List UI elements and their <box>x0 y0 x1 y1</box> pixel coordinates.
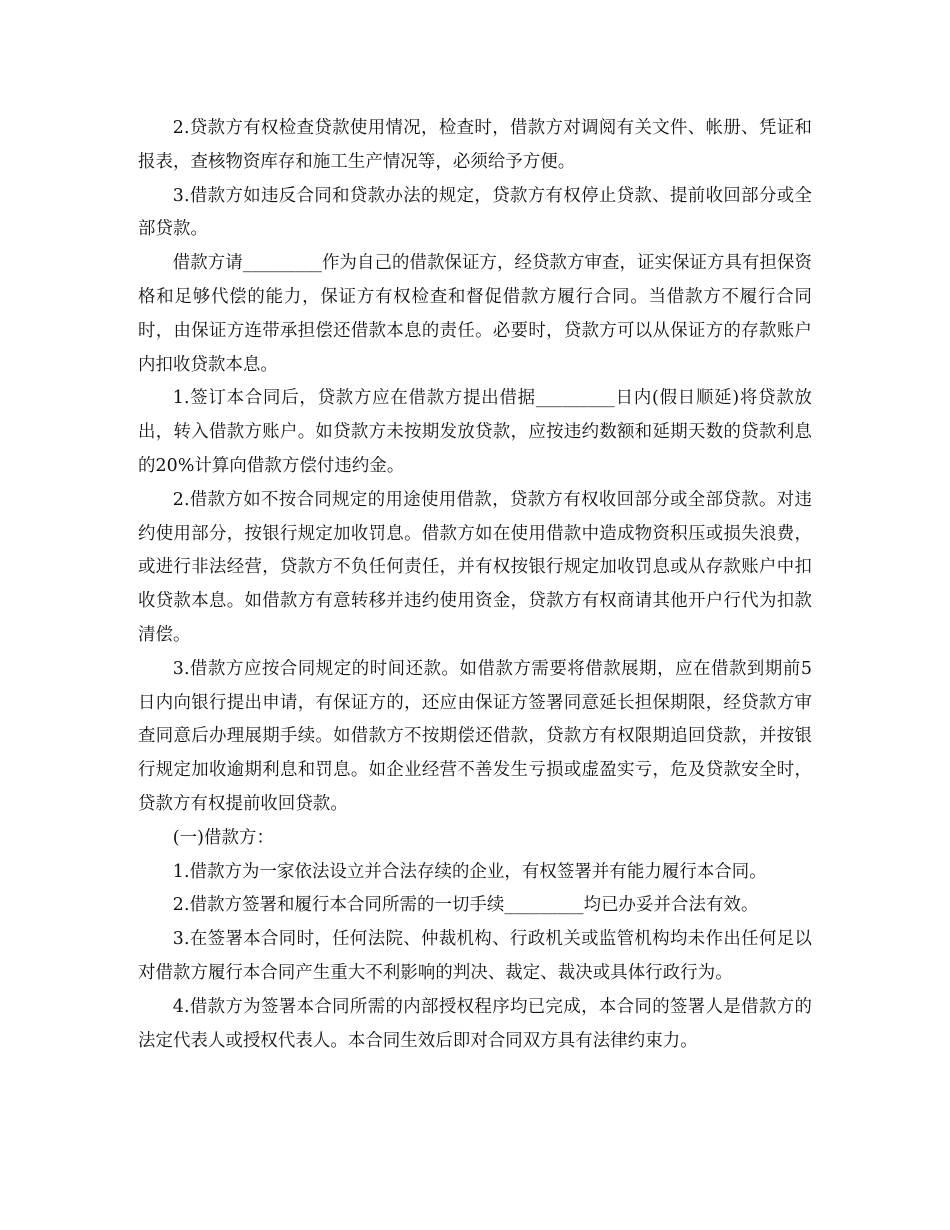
paragraph-internal-authorization: 4.借款方为签署本合同所需的内部授权程序均已完成，本合同的签署人是借款方的法定代表人或授权代表人。本合同生效后即对合同双方具有法律约束力。 <box>138 996 812 1051</box>
paragraph-guarantor: 借款方请_________作为自己的借款保证方，经贷款方审查，证实保证方具有担保资格和足够代偿的能力，保证方有权检查和督促借款方履行合同。当借款方不履行合同时，由保证方连带承担偿还借款本息的责任。必要时，贷款方可以从保证方的存款账户内扣收贷款本息。 <box>138 253 812 375</box>
paragraph-borrower-procedures: 2.借款方签署和履行本合同所需的一切手续_________均已办妥并合法有效。 <box>172 895 759 916</box>
document-body <box>138 112 812 1058</box>
paragraph-loan-disbursement: 1.签订本合同后，贷款方应在借款方提出借据_________日内(假日顺延)将贷款放出，转入借款方账户。如贷款方未按期发放贷款，应按违约数额和延期天数的贷款利息的20%计算向借款方偿付违约金。 <box>138 388 812 476</box>
paragraph-no-adverse-rulings: 3.在签署本合同时，任何法院、仲裁机构、行政机关或监管机构均未作出任何足以对借款方履行本合同产生重大不利影响的判决、裁定、裁决或具体行政行为。 <box>138 929 812 983</box>
paragraph-lender-inspection: 2.贷款方有权检查贷款使用情况，检查时，借款方对调阅有关文件、帐册、凭证和报表，查核物资库存和施工生产情况等，必须给予方便。 <box>138 118 812 172</box>
paragraph-lender-stop-loan: 3.借款方如违反合同和贷款办法的规定，贷款方有权停止贷款、提前收回部分或全部贷款。 <box>138 185 812 240</box>
paragraph-loan-usage: 2.借款方如不按合同规定的用途使用借款，贷款方有权收回部分或全部贷款。对违约使用部分，按银行规定加收罚息。借款方如在使用借款中造成物资积压或损失浪费，或进行非法经营，贷款方不负任何责任，并有权按银行规定加收罚息或从存款账户中扣收贷款本息。如借款方有意转移并违约使用资金，贷款方有权商请其他开户行代为扣款清偿。 <box>138 489 812 645</box>
section-heading-borrower: (一)借款方： <box>172 827 275 848</box>
paragraph-repayment: 3.借款方应按合同规定的时间还款。如借款方需要将借款展期，应在借款到期前5日内向银行提出申请，有保证方的，还应由保证方签署同意延长担保期限，经贷款方审查同意后办理展期手续。如借款方不按期偿还借款，贷款方有权限期追回贷款，并按银行规定加收逾期利息和罚息。如企业经营不善发生亏损或虚盈实亏，危及贷款安全时，贷款方有权提前收回贷款。 <box>138 658 812 814</box>
paragraph-borrower-legal-entity: 1.借款方为一家依法设立并合法存续的企业，有权签署并有能力履行本合同。 <box>172 861 767 882</box>
